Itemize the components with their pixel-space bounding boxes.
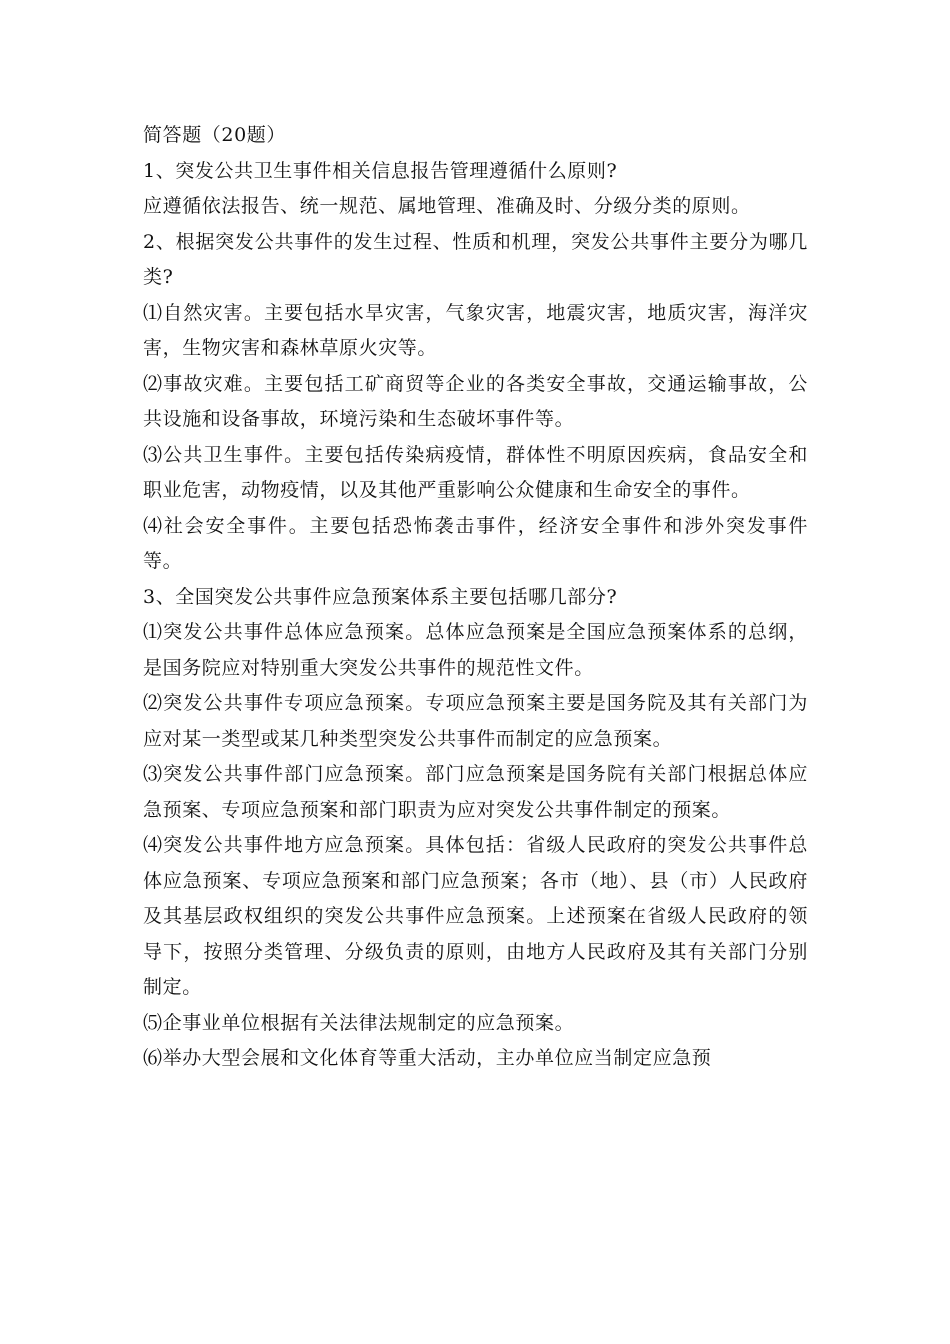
answer-2-item-3: ⑶公共卫生事件。主要包括传染病疫情，群体性不明原因疾病，食品安全和职业危害，动物疫情，以及其他严重影响公众健康和生命安全的事件。 (143, 443, 808, 501)
answer-3-item-2: ⑵突发公共事件专项应急预案。专项应急预案主要是国务院及其有关部门为应对某一类型或某几种类型突发公共事件而制定的应急预案。 (143, 692, 808, 750)
answer-1: 应遵循依法报告、统一规范、属地管理、准确及时、分级分类的原则。 (143, 195, 751, 217)
section-title: 简答题（20题） (143, 124, 286, 146)
question-3: 3、全国突发公共事件应急预案体系主要包括哪几部分? (143, 585, 618, 608)
answer-3-item-3: ⑶突发公共事件部门应急预案。部门应急预案是国务院有关部门根据总体应急预案、专项应急预案和部门职责为应对突发公共事件制定的预案。 (143, 763, 808, 821)
question-2: 2、根据突发公共事件的发生过程、性质和机理，突发公共事件主要分为哪几类? (143, 230, 808, 288)
answer-2-item-1: ⑴自然灾害。主要包括水旱灾害，气象灾害，地震灾害，地质灾害，海洋灾害，生物灾害和森林草原火灾等。 (143, 301, 808, 359)
answer-2-item-4: ⑷社会安全事件。主要包括恐怖袭击事件，经济安全事件和涉外突发事件等。 (143, 514, 808, 572)
answer-3-item-1: ⑴突发公共事件总体应急预案。总体应急预案是全国应急预案体系的总纲，是国务院应对特别重大突发公共事件的规范性文件。 (143, 621, 808, 679)
question-1: 1、突发公共卫生事件相关信息报告管理遵循什么原则? (143, 159, 618, 182)
answer-3-item-5: ⑸企事业单位根据有关法律法规制定的应急预案。 (143, 1011, 575, 1034)
answer-3-item-4: ⑷突发公共事件地方应急预案。具体包括：省级人民政府的突发公共事件总体应急预案、专项应急预案和部门应急预案；各市（地）、县（市）人民政府及其基层政权组织的突发公共事件应急预案。上述预案在省级人民政府的领导下，按照分类管理、分级负责的原则，由地方人民政府及其有关部门分别制定。 (143, 834, 808, 998)
answer-2-item-2: ⑵事故灾难。主要包括工矿商贸等企业的各类安全事故，交通运输事故，公共设施和设备事故，环境污染和生态破坏事件等。 (143, 372, 808, 430)
document-body (143, 118, 808, 1077)
answer-3-item-6: ⑹举办大型会展和文化体育等重大活动，主办单位应当制定应急预 (143, 1047, 712, 1069)
